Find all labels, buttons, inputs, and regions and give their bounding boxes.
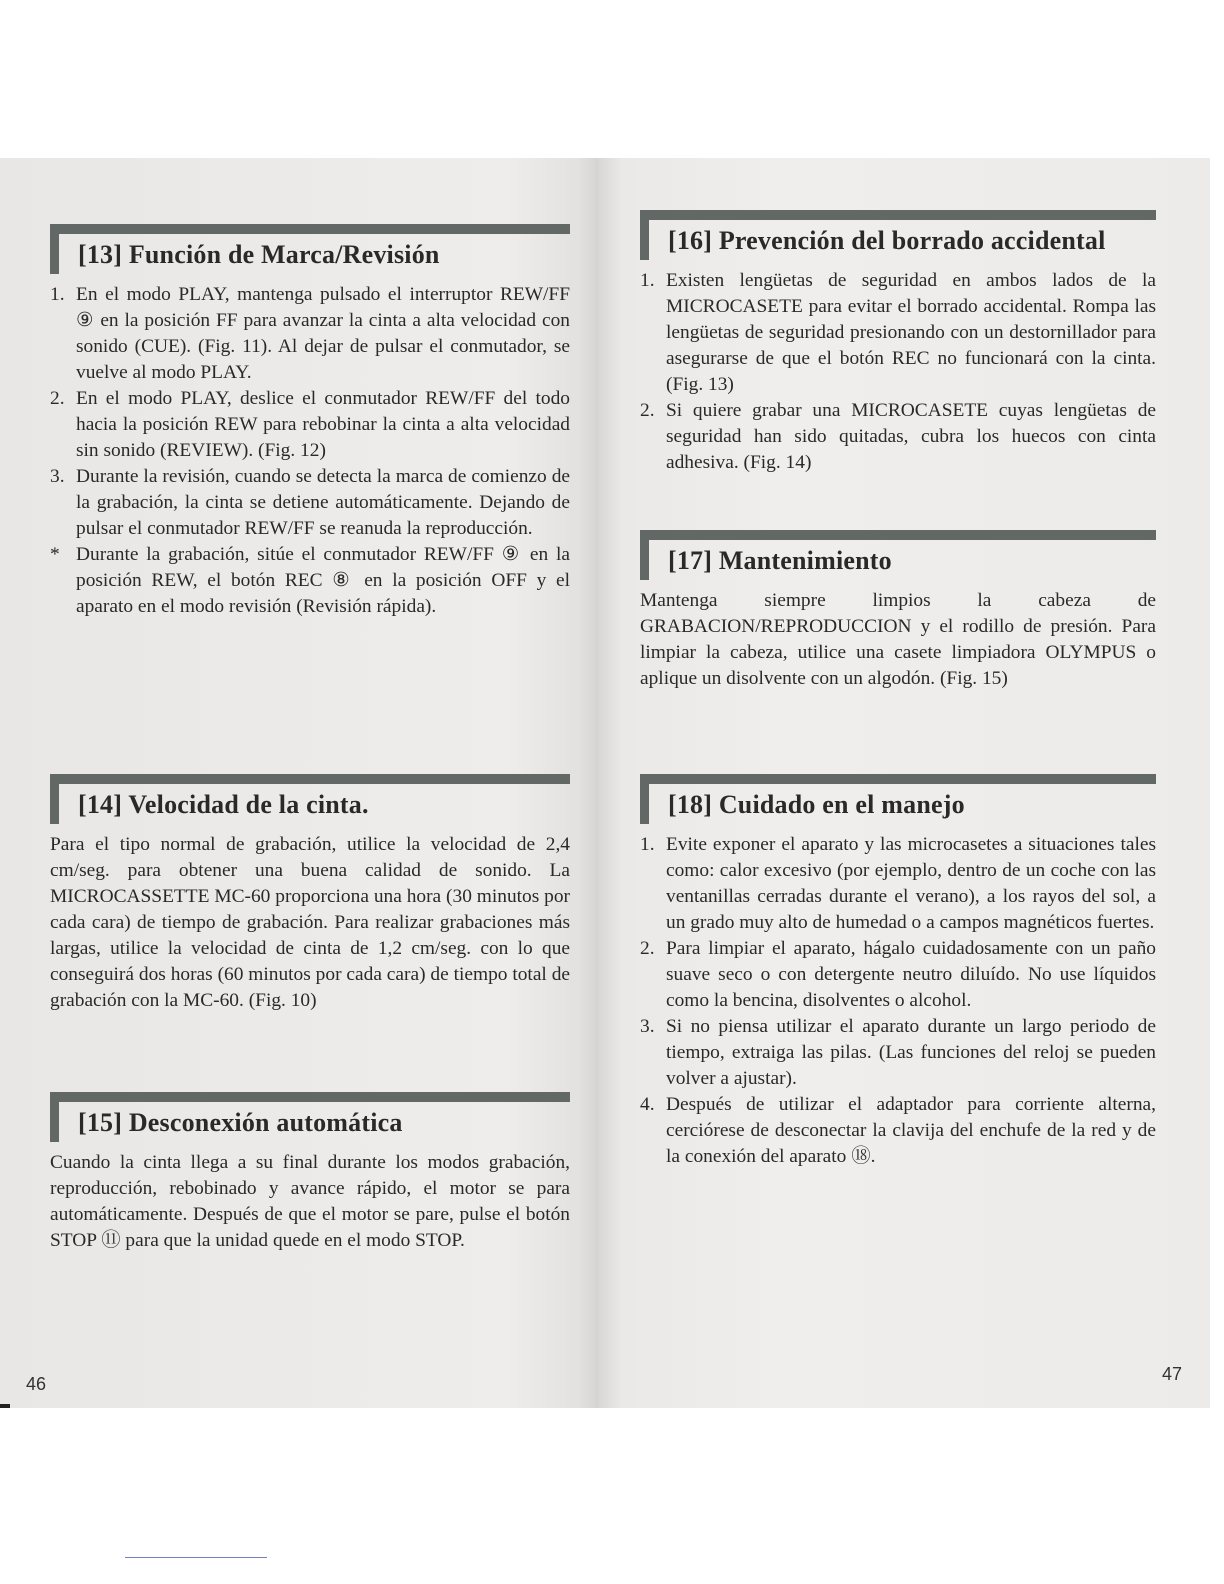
section-rule	[640, 210, 1156, 260]
scan-edge-mark	[0, 1404, 10, 1408]
section-rule	[640, 530, 1156, 580]
section-17	[640, 530, 1156, 692]
list-item: 3. Si no piensa utilizar el aparato durante un largo periodo de tiempo, extraiga las pilas. (Las funciones del reloj se pueden volver a ajustar).	[640, 1016, 1156, 1089]
list-item: 2. Si quiere grabar una MICROCASETE cuyas lengüetas de seguridad han sido quitadas, cubra los huecos con cinta adhesiva. (Fig. 14)	[640, 400, 1156, 473]
section-13-note: * Durante la grabación, sitúe el conmutador REW/FF ⑨ en la posición REW, el botón REC ⑧ en la posición OFF y el aparato en el modo revisión (Revisión rápida).	[50, 544, 570, 617]
section-14	[50, 774, 570, 1014]
section-16	[640, 210, 1156, 476]
section-15-title: [15] Desconexión automática	[78, 1108, 403, 1137]
section-14-title: [14] Velocidad de la cinta.	[78, 790, 369, 819]
list-item: 4. Después de utilizar el adaptador para corriente alterna, cerciórese de desconectar la clavija del enchufe de la red y de la conexión del aparato ⑱.	[640, 1094, 1156, 1167]
section-14-text: Para el tipo normal de grabación, utilice la velocidad de 2,4 cm/seg. para obtener una buena calidad de sonido. La MICROCASSETTE MC-60 proporciona una hora (30 minutos por cada cara) de tiempo de grabación. Para realizar grabaciones más largas, utilice la velocidad de cinta de 1,2 cm/seg. con lo que conseguirá dos horas (60 minutos por cada cara) de tiempo total de grabación con la MC-60. (Fig. 10)	[50, 834, 570, 1011]
section-17-text: Mantenga siempre limpios la cabeza de GRABACION/REPRODUCCION y el rodillo de presión. Para limpiar la cabeza, utilice una casete limpiadora OLYMPUS o aplique un disolvente con un algodón. (Fig. 15)	[640, 590, 1156, 689]
section-rule	[50, 774, 570, 824]
section-18-title: [18] Cuidado en el manejo	[668, 790, 965, 819]
section-16-list	[640, 268, 1156, 476]
section-15-text: Cuando la cinta llega a su final durante los modos grabación, reproducción, rebobinado y avance rápido, el motor se para automáticamente. Después de que el motor se pare, pulse el botón STOP ⑪ para que la unidad quede en el modo STOP.	[50, 1152, 570, 1251]
scan-underline-mark	[125, 1557, 267, 1558]
section-13	[50, 224, 570, 620]
section-18	[640, 774, 1156, 1170]
section-16-title: [16] Prevención del borrado accidental	[668, 226, 1106, 255]
section-rule	[640, 774, 1156, 824]
left-page	[0, 158, 598, 1408]
section-rule	[50, 224, 570, 274]
right-page	[598, 158, 1210, 1408]
section-rule	[50, 1092, 570, 1142]
section-18-list	[640, 832, 1156, 1170]
list-item: 1. Existen lengüetas de seguridad en ambos lados de la MICROCASETE para evitar el borrado accidental. Rompa las lengüetas de seguridad presionando con un destornillador para asegurarse de que el botón REC no funcionará con la cinta. (Fig. 13)	[640, 270, 1156, 395]
list-item: 3. Durante la revisión, cuando se detecta la marca de comienzo de la grabación, la cinta se detiene automáticamente. Dejando de pulsar el conmutador REW/FF se reanuda la reproducción.	[50, 466, 570, 539]
list-item: 1. En el modo PLAY, mantenga pulsado el interruptor REW/FF ⑨ en la posición FF para avanzar la cinta a alta velocidad con sonido (CUE). (Fig. 11). Al dejar de pulsar el conmutador, se vuelve al modo PLAY.	[50, 284, 570, 383]
page-number-right: 47	[1162, 1364, 1183, 1384]
list-item: 2. En el modo PLAY, deslice el conmutador REW/FF del todo hacia la posición REW para rebobinar la cinta a alta velocidad sin sonido (REVIEW). (Fig. 12)	[50, 388, 570, 461]
section-13-list	[50, 282, 570, 542]
section-17-title: [17] Mantenimiento	[668, 546, 892, 575]
manual-spread	[0, 158, 1210, 1408]
list-item: 2. Para limpiar el aparato, hágalo cuidadosamente con un paño suave seco o con detergente neutro diluído. No use líquidos como la bencina, disolventes o alcohol.	[640, 938, 1156, 1011]
page-number-left: 46	[26, 1374, 47, 1394]
section-13-title: [13] Función de Marca/Revisión	[78, 240, 440, 269]
section-15	[50, 1092, 570, 1254]
list-item: 1. Evite exponer el aparato y las microcasetes a situaciones tales como: calor excesivo (por ejemplo, dentro de un coche con las ventanillas cerradas durante el verano), a los rayos del sol, a un grado muy alto de humedad o a campos magnéticos fuertes.	[640, 834, 1156, 933]
